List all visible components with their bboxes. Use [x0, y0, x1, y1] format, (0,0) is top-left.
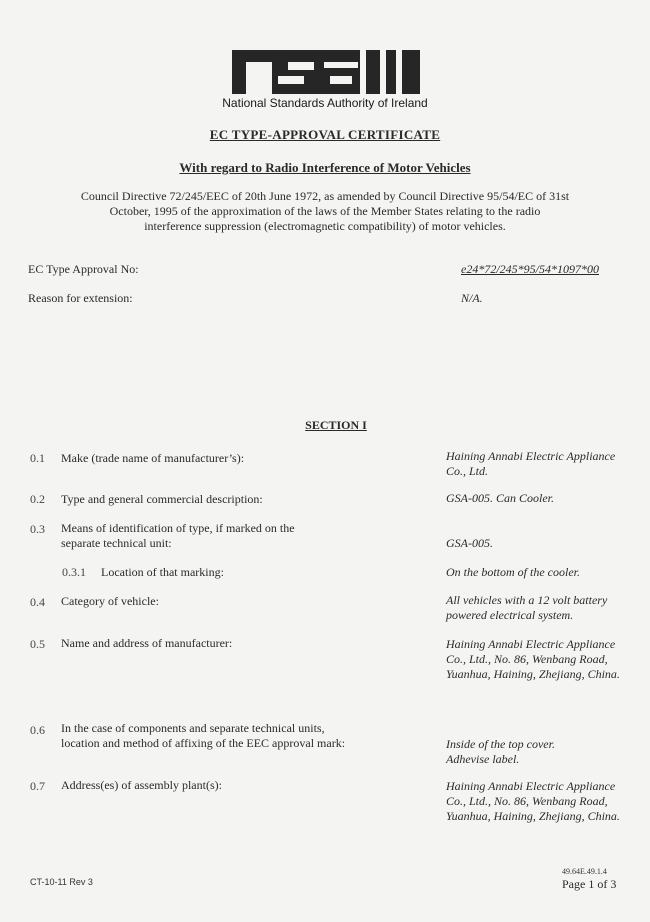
item-label: Type and general commercial description:	[61, 492, 263, 506]
item-value: Haining Annabi Electric Appliance Co., Ltd.	[446, 449, 616, 478]
form-code: CT-10-11 Rev 3	[30, 877, 93, 887]
item-number: 0.3.1	[62, 565, 86, 579]
section-heading: SECTION I	[305, 418, 367, 432]
reference-code: 49.64E.49.1.4	[562, 867, 607, 876]
directive-text: Council Directive 72/245/EEC of 20th June 1972, as amended by Council Directive 95/54/EC of 31st October, 1995 of the approximation of the laws of the Member States relating to the radio interference suppression (electromagnetic compatibility) of motor vehicles.	[80, 189, 570, 233]
item-label: In the case of components and separate technical units, location and method of affixing of the EEC approval mark:	[61, 721, 346, 750]
item-number: 0.1	[30, 451, 45, 465]
approval-no-value: e24*72/245*95/54*1097*00	[461, 262, 599, 276]
item-number: 0.3	[30, 522, 45, 536]
item-number: 0.5	[30, 637, 45, 651]
item-value: Haining Annabi Electric Appliance Co., Ltd., No. 86, Wenbang Road, Yuanhua, Haining, Zhejiang, China.	[446, 779, 620, 823]
certificate-title: EC TYPE-APPROVAL CERTIFICATE	[209, 127, 441, 142]
reason-label: Reason for extension:	[28, 291, 133, 305]
nsai-logo	[232, 50, 428, 94]
organization-name: National Standards Authority of Ireland	[222, 96, 428, 110]
item-value: Inside of the top cover. Adhevise label.	[446, 737, 555, 766]
item-label: Address(es) of assembly plant(s):	[61, 778, 222, 792]
certificate-subtitle: With regard to Radio Interference of Motor Vehicles	[179, 160, 471, 175]
item-number: 0.4	[30, 595, 45, 609]
item-value: All vehicles with a 12 volt battery powered electrical system.	[446, 593, 608, 622]
reason-value: N/A.	[461, 291, 483, 305]
item-number: 0.2	[30, 492, 45, 506]
page-number: Page 1 of 3	[562, 877, 617, 891]
item-value: GSA-005. Can Cooler.	[446, 491, 554, 505]
item-number: 0.6	[30, 723, 45, 737]
item-label: Make (trade name of manufacturer’s):	[61, 451, 245, 465]
item-label: Name and address of manufacturer:	[61, 636, 233, 650]
item-number: 0.7	[30, 779, 45, 793]
item-value: Haining Annabi Electric Appliance Co., Ltd., No. 86, Wenbang Road, Yuanhua, Haining, Zhejiang, China.	[446, 637, 620, 681]
item-label: Means of identification of type, if marked on the separate technical unit:	[61, 521, 295, 550]
item-label: Category of vehicle:	[61, 594, 159, 608]
item-label: Location of that marking:	[101, 565, 224, 579]
item-value: GSA-005.	[446, 536, 493, 550]
item-value: On the bottom of the cooler.	[446, 565, 580, 579]
approval-no-label: EC Type Approval No:	[28, 262, 139, 276]
